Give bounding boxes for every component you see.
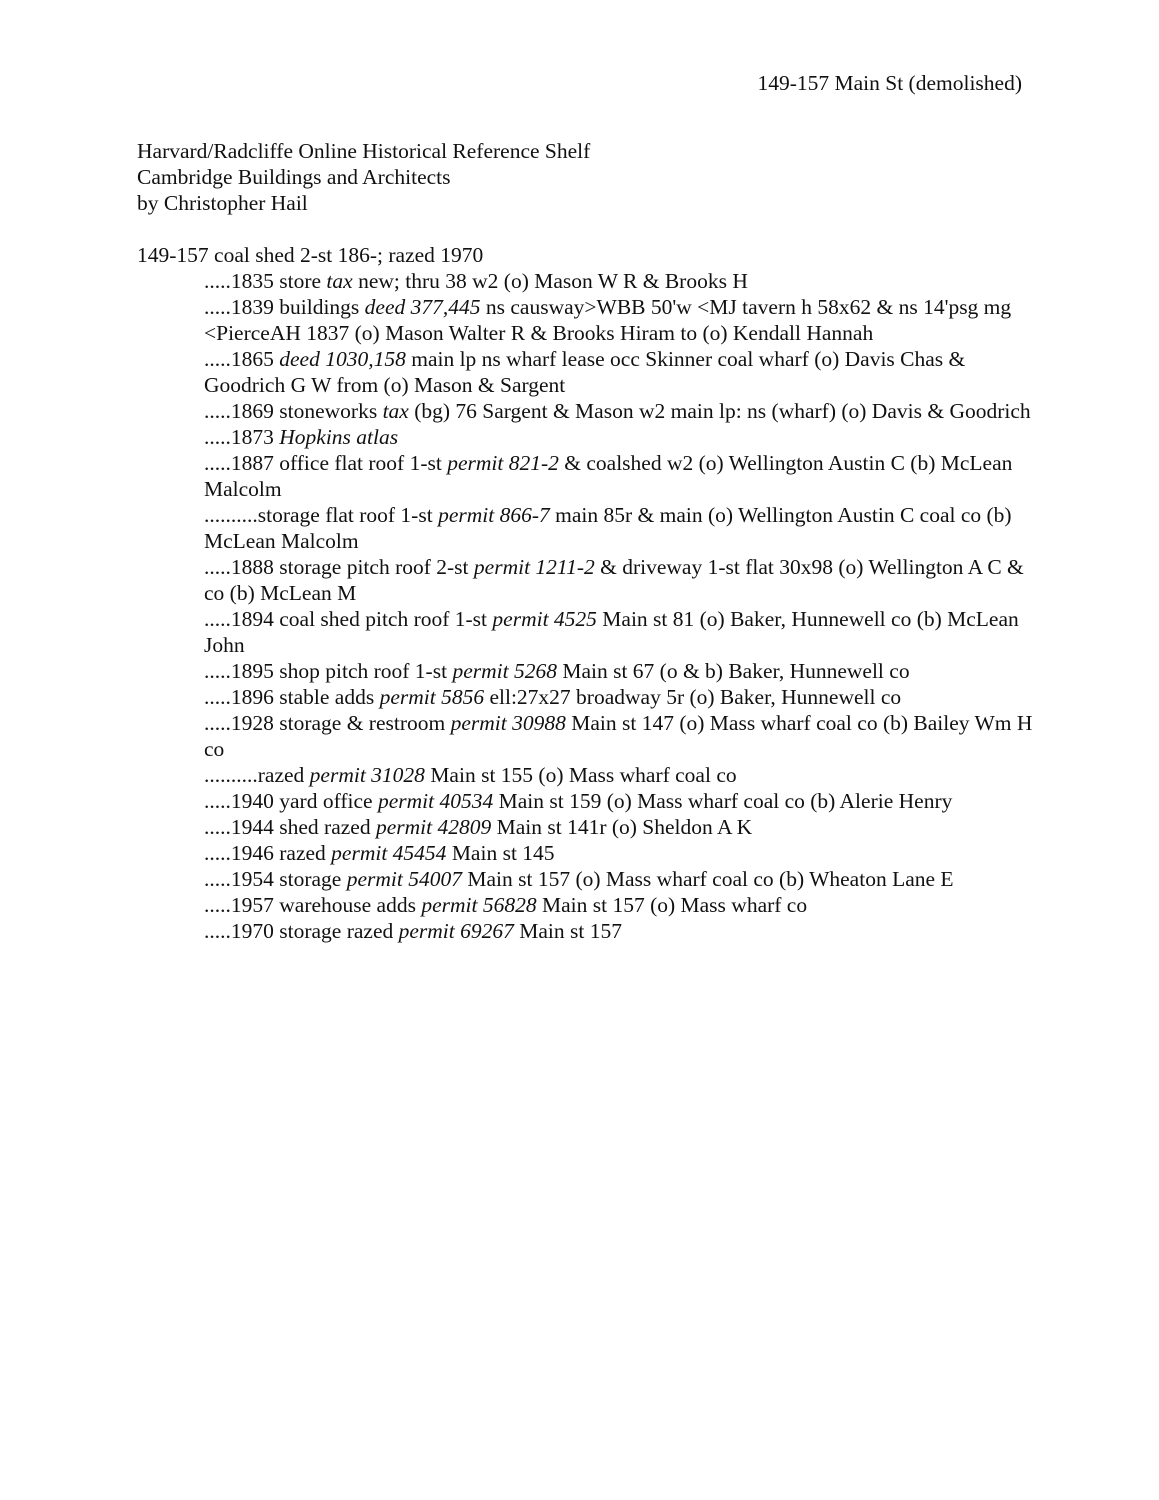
source-author: by Christopher Hail bbox=[137, 191, 308, 215]
history-entry: .....1888 storage pitch roof 2-st permit 1211-2 & driveway 1-st flat 30x98 (o) Wellington A C & co (b) McLean M bbox=[204, 555, 1024, 605]
history-entry: .....1835 store tax new; thru 38 w2 (o) Mason W R & Brooks H bbox=[204, 269, 748, 293]
source-line-1: Harvard/Radcliffe Online Historical Reference Shelf bbox=[137, 139, 591, 163]
source-line-2: Cambridge Buildings and Architects bbox=[137, 165, 451, 189]
history-entry: ..........storage flat roof 1-st permit 866-7 main 85r & main (o) Wellington Austin C coal co (b) McLean Malcolm bbox=[204, 503, 1012, 553]
history-entry: .....1946 razed permit 45454 Main st 145 bbox=[204, 841, 555, 865]
history-entry: ..........razed permit 31028 Main st 155 (o) Mass wharf coal co bbox=[204, 763, 737, 787]
history-entries bbox=[204, 268, 1034, 944]
history-entry: .....1839 buildings deed 377,445 ns causway>WBB 50'w <MJ tavern h 58x62 & ns 14'psg mg <PierceAH 1837 (o) Mason Walter R & Brooks Hiram to (o) Kendall Hannah bbox=[204, 295, 1012, 345]
page-title: 149-157 Main St (demolished) bbox=[757, 71, 1022, 95]
history-entry: .....1873 Hopkins atlas bbox=[204, 425, 399, 449]
history-entry: .....1887 office flat roof 1-st permit 821-2 & coalshed w2 (o) Wellington Austin C (b) McLean Malcolm bbox=[204, 451, 1013, 501]
history-entry: .....1896 stable adds permit 5856 ell:27x27 broadway 5r (o) Baker, Hunnewell co bbox=[204, 685, 902, 709]
source-citation bbox=[137, 138, 590, 216]
history-entry: .....1957 warehouse adds permit 56828 Main st 157 (o) Mass wharf co bbox=[204, 893, 808, 917]
history-entry: .....1940 yard office permit 40534 Main st 159 (o) Mass wharf coal co (b) Alerie Henry bbox=[204, 789, 953, 813]
history-entry: .....1865 deed 1030,158 main lp ns wharf lease occ Skinner coal wharf (o) Davis Chas & Goodrich G W from (o) Mason & Sargent bbox=[204, 347, 966, 397]
history-entry: .....1970 storage razed permit 69267 Main st 157 bbox=[204, 919, 622, 943]
history-entry: .....1928 storage & restroom permit 30988 Main st 147 (o) Mass wharf coal co (b) Bailey Wm H co bbox=[204, 711, 1033, 761]
history-entry: .....1954 storage permit 54007 Main st 157 (o) Mass wharf coal co (b) Wheaton Lane E bbox=[204, 867, 954, 891]
history-entry: .....1894 coal shed pitch roof 1-st permit 4525 Main st 81 (o) Baker, Hunnewell co (b) McLean John bbox=[204, 607, 1019, 657]
history-entry: .....1944 shed razed permit 42809 Main st 141r (o) Sheldon A K bbox=[204, 815, 753, 839]
history-entry: .....1869 stoneworks tax (bg) 76 Sargent & Mason w2 main lp: ns (wharf) (o) Davis & Goodrich bbox=[204, 399, 1031, 423]
history-entry: .....1895 shop pitch roof 1-st permit 5268 Main st 67 (o & b) Baker, Hunnewell co bbox=[204, 659, 910, 683]
building-summary: 149-157 coal shed 2-st 186-; razed 1970 bbox=[137, 243, 484, 267]
